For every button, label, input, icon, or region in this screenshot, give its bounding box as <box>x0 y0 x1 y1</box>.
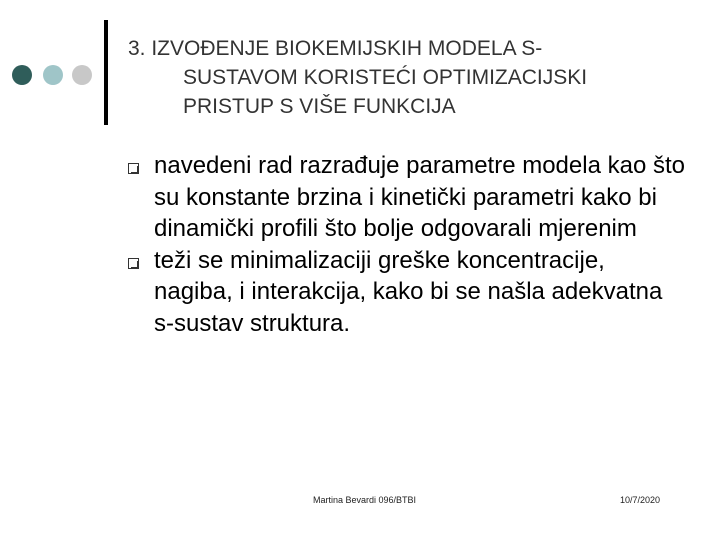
slide-title <box>128 34 688 121</box>
bullet-item <box>128 245 688 340</box>
checkbox-bullet-icon <box>128 163 139 174</box>
title-line-3: PRISTUP S VIŠE FUNKCIJA <box>183 95 456 118</box>
dot-dark-icon <box>12 65 32 85</box>
footer-author: Martina Bevardi 096/BTBI <box>313 495 417 505</box>
footer-date: 10/7/2020 <box>620 495 661 505</box>
bullet-text: teži se minimalizaciji greške koncentracije, nagiba, i interakcija, kako bi se našla adekvatna s-sustav struktura. <box>154 246 663 337</box>
title-divider <box>104 20 108 125</box>
bullet-text: navedeni rad razrađuje parametre modela kao što su konstante brzina i kinetički parametri kako bi dinamički profili što bolje odgovarali mjerenim <box>154 152 685 242</box>
dot-teal-icon <box>43 65 63 85</box>
dot-grey-icon <box>72 65 92 85</box>
checkbox-bullet-icon <box>128 258 139 269</box>
title-line-1: 3. IZVOĐENJE BIOKEMIJSKIH MODELA S- <box>128 37 543 60</box>
bullet-list <box>128 150 688 339</box>
bullet-item <box>128 150 688 245</box>
title-line-2: SUSTAVOM KORISTEĆI OPTIMIZACIJSKI <box>183 66 588 89</box>
